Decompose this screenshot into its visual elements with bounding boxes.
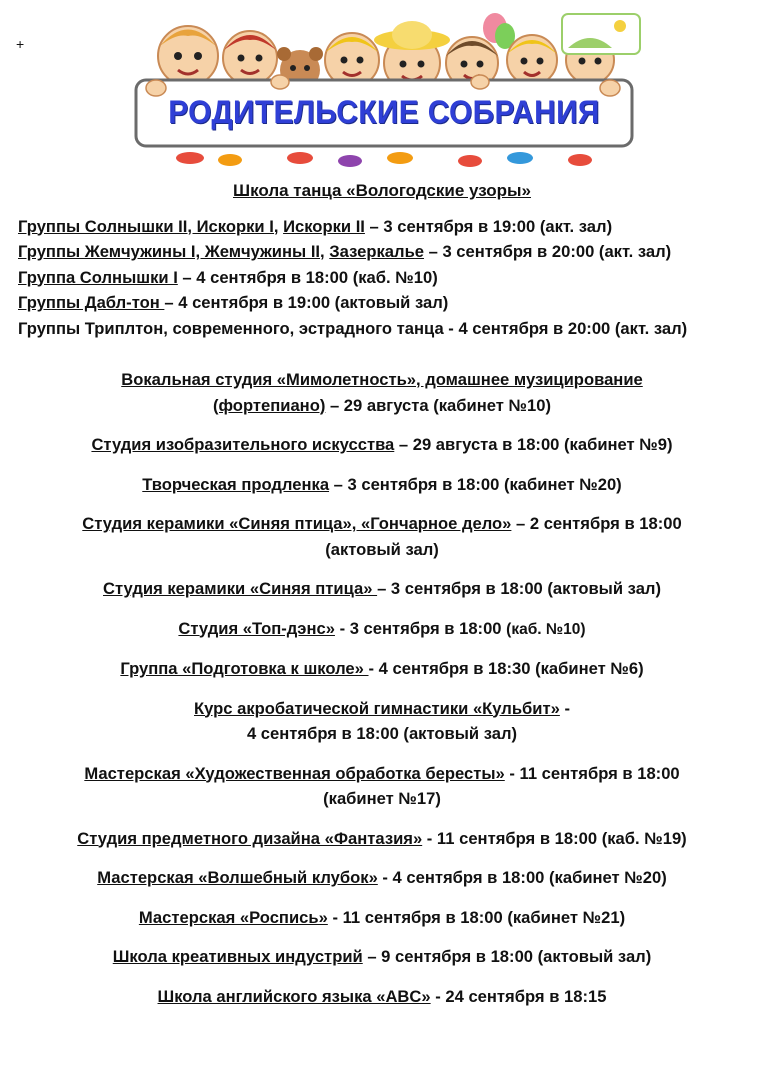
entry-vocal-studio: Вокальная студия «Мимолетность», домашнее музицирование (фортепиано) – 29 августа (кабинет №10) — [121, 370, 643, 415]
entry-creative-industries: Школа креативных индустрий – 9 сентября в 18:00 (актовый зал) — [112, 947, 652, 966]
entry-ceramics-pottery: Студия керамики «Синяя птица», «Гончарное дело» – 2 сентября в 18:00 (актовый зал) — [82, 514, 682, 559]
entry-painting: Мастерская «Роспись» - 11 сентября в 18:00 (кабинет №21) — [138, 907, 626, 927]
entry-school-prep: Группа «Подготовка к школе» - 4 сентября в 18:30 (кабинет №6) — [120, 659, 644, 678]
entry-english-school: Школа английского языка «ABC» - 24 сентября в 18:15 — [157, 986, 607, 1006]
entry-acrobatics: Курс акробатической гимнастики «Кульбит» - 4 сентября в 18:00 (актовый зал) — [194, 698, 570, 743]
entry-art-studio: Студия изобразительного искусства – 29 августа в 18:00 (кабинет №9) — [91, 435, 673, 454]
banner-title: РОДИТЕЛЬСКИЕ СОБРАНИЯ — [168, 94, 600, 130]
entry-creative-afterschool: Творческая продленка – 3 сентября в 18:00 (кабинет №20) — [142, 474, 622, 494]
entry-magic-ball: Мастерская «Волшебный клубок» - 4 сентября в 18:00 (кабинет №20) — [97, 868, 667, 887]
group-line-5: Группы Триплтон, современного, эстрадного танца - 4 сентября в 20:00 (акт. зал) — [18, 318, 688, 338]
meetings-list — [18, 178, 746, 1009]
landscape-card-icon — [562, 14, 640, 54]
group-line-4: Группы Дабл-тон – 4 сентября в 19:00 (актовый зал) — [18, 293, 449, 312]
group-line-2: Группы Жемчужины I, Жемчужины II, Зазеркалье – 3 сентября в 20:00 (акт. зал) — [18, 242, 672, 261]
entry-design-fantasy: Студия предметного дизайна «Фантазия» - 11 сентября в 18:00 (каб. №19) — [77, 828, 687, 848]
entry-top-dance: Студия «Топ-дэнс» - 3 сентября в 18:00 (каб. №10) — [178, 618, 586, 638]
group-line-1: Группы Солнышки II, Искорки I, Искорки II – 3 сентября в 19:00 (акт. зал) — [18, 216, 613, 236]
school-title: Школа танца «Вологодские узоры» — [232, 181, 531, 200]
entry-ceramics: Студия керамики «Синяя птица» – 3 сентября в 18:00 (актовый зал) — [103, 579, 661, 598]
entry-birch-bark: Мастерская «Художественная обработка бересты» - 11 сентября в 18:00 (кабинет №17) — [84, 763, 680, 808]
group-line-3: Группа Солнышки I – 4 сентября в 18:00 (каб. №10) — [18, 267, 438, 287]
shoes-icon — [176, 152, 592, 167]
plus-mark: + — [16, 36, 25, 52]
